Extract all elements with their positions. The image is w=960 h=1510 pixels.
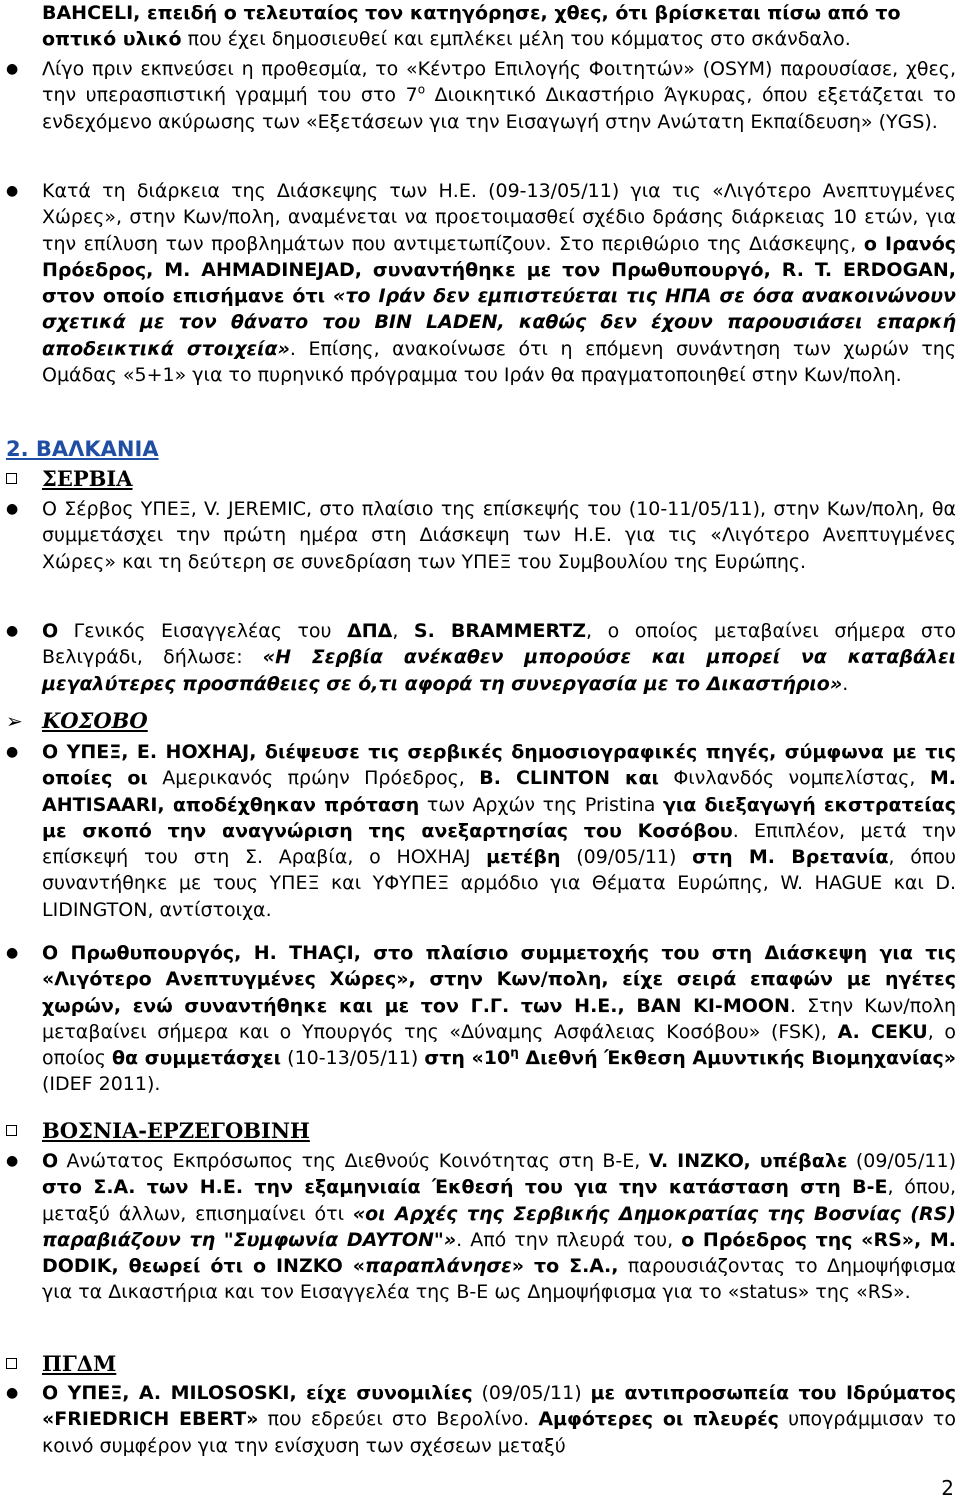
text-run: , <box>392 620 414 642</box>
text-run: παραπλάνησε <box>365 1255 512 1278</box>
text-run: ο Πρόεδρος της «RS», M. DODIK, θεωρεί ότι ο INZKO « <box>42 1228 957 1278</box>
text-run: στο Σ.Α. των Η.Ε. την εξαμηνιαία Έκθεσή του για την κατάσταση στη Β-Ε <box>42 1176 888 1199</box>
text-run: Ο ΥΠΕΞ, A. MILOSOSKI, είχε συνομιλίες <box>42 1382 473 1404</box>
text-run: που εδρεύει στο Βερολίνο. <box>258 1408 539 1431</box>
text-run: , ο οποίος <box>42 1020 956 1070</box>
subsection-kosovo <box>6 707 148 735</box>
text-run: . Επιπλέον, μετά την επίσκεψή του στη Σ. Αραβία, ο HOXHAJ <box>42 819 956 869</box>
text-run: Κατά τη διάρκεια της Διάσκεψης των Η.Ε. (09-13/05/11) για τις «Λιγότερο Ανεπτυγμένες Χώρες», στην Κων/πολη, αναμένεται να προετοιμασθεί σχέδιο δράσης διάρκειας 10 ετών, για την επίλυση των προβλημάτων που αντιμετωπίζουν. Στο περιθώριο της Διάσκεψης, <box>42 180 956 255</box>
text-run: Διεθνή Έκθεση Αμυντικής Βιομηχανίας» <box>518 1047 956 1070</box>
text-run: (IDEF 2011). <box>42 1073 161 1096</box>
checkbox-square-icon <box>6 1125 17 1136</box>
subsection-title: ΣΕΡΒΙΑ <box>42 466 133 491</box>
text-run: ο Ιρανός Πρόεδρος, M. AHMADINEJAD, συναντήθηκε με τον Πρωθυπουργό, R. T. ERDOGAN, στον οποίο επισήμανε ότι <box>42 232 957 308</box>
paragraph-jeremic <box>42 496 956 575</box>
paragraph-osym <box>42 56 956 135</box>
text-run: (09/05/11) <box>560 846 693 869</box>
subsection-fyrom <box>6 1350 117 1378</box>
quote: «Η Σερβία ανέκαθεν μπορούσε και μπορεί να καταβάλει μεγαλύτερες προσπάθειες σε ό,τι αφορά τη συνεργασία με το Δικαστήριο» <box>42 646 956 695</box>
text-run: S. BRAMMERTZ <box>413 620 587 642</box>
subsection-title: ΒΟΣΝΙΑ-ΕΡΖΕΓΟΒΙΝΗ <box>42 1118 310 1143</box>
bullet-icon: ● <box>6 744 19 760</box>
subsection-title: ΚΟΣΟΒΟ <box>42 708 148 733</box>
subsection-bosnia <box>6 1117 310 1145</box>
text-run: , ο οποίος μεταβαίνει σήμερα στο Βελιγράδι, δήλωσε: <box>42 620 956 669</box>
paragraph-hoxhaj <box>42 739 956 923</box>
paragraph-un-conference <box>42 178 956 388</box>
text-run: BAHCELI, επειδή ο τελευταίος τον κατηγόρησε, χθες, ότι βρίσκεται πίσω από το <box>42 2 901 24</box>
text-run: υπογράμμισαν το κοινό συμφέρον για την ενίσχυση των σχέσεων μεταξύ <box>42 1408 956 1457</box>
text-run: . <box>842 672 849 695</box>
text-run: (10-13/05/11) <box>281 1047 425 1070</box>
text-run: Φινλανδός νομπελίστας, <box>658 767 930 790</box>
text-run: . Από την πλευρά του, <box>456 1228 682 1251</box>
text-run: (09/05/11) <box>847 1150 957 1172</box>
checkbox-square-icon <box>6 473 17 484</box>
bullet-icon: ● <box>6 1153 19 1169</box>
text-run: Διοικητικό Δικαστήριο Άγκυρας, όπου εξετάζεται το ενδεχόμενο ακύρωσης των «Εξετάσεων για την Εισαγωγή στην Ανώτατη Εκπαίδευση» (YGS). <box>42 84 956 133</box>
paragraph-inzko <box>42 1148 956 1306</box>
arrow-bullet-icon: ➢ <box>6 709 23 733</box>
quote: «το Ιράν δεν εμπιστεύεται τις ΗΠΑ σε όσα ανακοινώνουν σχετικά με τον θάνατο του BIN LADEN, καθώς δεν έχουν παρουσιάσει επαρκή αποδεικτικά στοιχεία» <box>42 285 956 360</box>
text-run: στη Μ. Βρετανία <box>692 846 889 869</box>
paragraph-brammertz <box>42 618 956 697</box>
text-run: Ο ΥΠΕΞ, E. HOXHAJ, διέψευσε τις σερβικές δημοσιογραφικές πηγές, σύμφωνα με τις οποίες οι <box>42 741 956 790</box>
section-heading-balkans: 2. ΒΑΛΚΑΝΙΑ <box>6 437 159 461</box>
text-run: παρουσιάζοντας το Δημοψήφισμα για τα Δικαστήρια και τον Εισαγγελέα της Β-Ε ως Δημοψήφισμα για το «status» της «RS». <box>42 1255 956 1304</box>
text-run: Ο Σέρβος ΥΠΕΞ, V. JEREMIC, στο πλαίσιο της επίσκεψής του (10-11/05/11), στην Κων/πολη, θα συμμετάσχει την πρώτη ημέρα στη Διάσκεψη των Η.Ε. για τις «Λιγότερο Ανεπτυγμένες Χώρες» και τη δεύτερη σε συνεδρίαση των ΥΠΕΞ του Συμβουλίου της Ευρώπης. <box>42 498 956 573</box>
page-number: 2 <box>941 1476 954 1500</box>
quote: «οι Αρχές της Σερβικής Δημοκρατίας της Βοσνίας (RS) παραβιάζουν τη "Συμφωνία DAYTON"» <box>42 1202 956 1251</box>
superscript: η <box>510 1045 519 1060</box>
text-run: , όπου, μεταξύ άλλων, επισημαίνει ότι <box>42 1176 956 1225</box>
bullet-icon: ● <box>6 61 19 77</box>
bullet-icon: ● <box>6 945 19 961</box>
text-run: B. CLINTON και <box>479 767 659 790</box>
checkbox-square-icon <box>6 1358 17 1369</box>
text-run: Ο <box>42 620 59 642</box>
superscript: ο <box>417 82 426 97</box>
text-run: που έχει δημοσιευθεί και εμπλέκει μέλη του κόμματος στο σκάνδαλο. <box>181 28 851 51</box>
bullet-icon: ● <box>6 501 19 517</box>
text-run: για διεξαγωγή εκστρατείας με σκοπό την αναγνώριση της ανεξαρτησίας του Κοσόβου <box>42 793 957 842</box>
text-run: . Στην Κων/πολη μεταβαίνει σήμερα και ο Υπουργός της «Δύναμης Ασφάλειας Κοσόβου» (FSK), <box>42 994 957 1043</box>
text-run: ΔΠΔ <box>347 620 393 642</box>
text-run: A. CEKU <box>837 1020 928 1043</box>
bullet-icon: ● <box>6 623 19 639</box>
bullet-icon: ● <box>6 1385 19 1401</box>
subsection-title: ΠΓΔΜ <box>42 1351 117 1376</box>
text-run: Ο <box>42 1150 59 1172</box>
text-run: μετέβη <box>486 846 561 869</box>
text-run: » το Σ.Α., <box>511 1255 619 1278</box>
text-run: θα συμμετάσχει <box>111 1047 282 1070</box>
text-run: Ο Πρωθυπουργός, H. THAÇI, στο πλαίσιο συμμετοχής του στη Διάσκεψη για τις «Λιγότερο Ανεπτυγμένες Χώρες», στην Κων/πολη, είχε σειρά επαφών με ηγέτες χωρών, ενώ συναντήθηκε και με τον Γ.Γ. των Η.Ε., BAN KI-MOON <box>42 942 956 1017</box>
text-run: (09/05/11) <box>472 1382 591 1404</box>
text-run: . Επίσης, ανακοίνωσε ότι η επόμενη συνάντηση των χωρών της Ομάδας «5+1» για το πυρηνικό πρόγραμμα του Ιράν θα πραγματοποιηθεί στην Κων/πολη. <box>42 337 956 387</box>
subsection-serbia <box>6 465 133 493</box>
paragraph-milososki <box>42 1380 956 1459</box>
text-run: Γενικός Εισαγγελέας του <box>58 620 348 642</box>
text-run: οπτικό υλικό <box>42 28 182 51</box>
text-run: Λίγο πριν εκπνεύσει η προθεσμία, το «Κέντρο Επιλογής Φοιτητών» (OSYM) παρουσίασε, χθες, την υπερασπιστική γραμμή του στο 7 <box>42 58 956 107</box>
text-run: Αμφότερες οι πλευρές <box>538 1408 779 1431</box>
text-run: με αντιπροσωπεία του Ιδρύματος «FRIEDRICH EBERT» <box>42 1382 956 1431</box>
text-run: , όπου συναντήθηκε με τους ΥΠΕΞ και ΥΦΥΠΕΞ αρμόδιο για Θέματα Ευρώπης, W. HAGUE και D. LIDINGTON, αντίστοιχα. <box>42 846 956 921</box>
text-run: Αμερικανός πρώην Πρόεδρος, <box>147 767 480 790</box>
text-run: Ανώτατος Εκπρόσωπος της Διεθνούς Κοινότητας στη Β-Ε, <box>58 1150 649 1172</box>
text-run: στη «10 <box>424 1047 511 1070</box>
paragraph-thaci <box>42 940 956 1098</box>
text-run: V. INZKO, υπέβαλε <box>648 1150 848 1172</box>
text-run: M. AHTISAARI, αποδέχθηκαν πρόταση <box>42 767 956 816</box>
bullet-icon: ● <box>6 183 19 199</box>
paragraph-continuation <box>42 0 956 53</box>
text-run: των Αρχών της Pristina <box>419 793 663 816</box>
